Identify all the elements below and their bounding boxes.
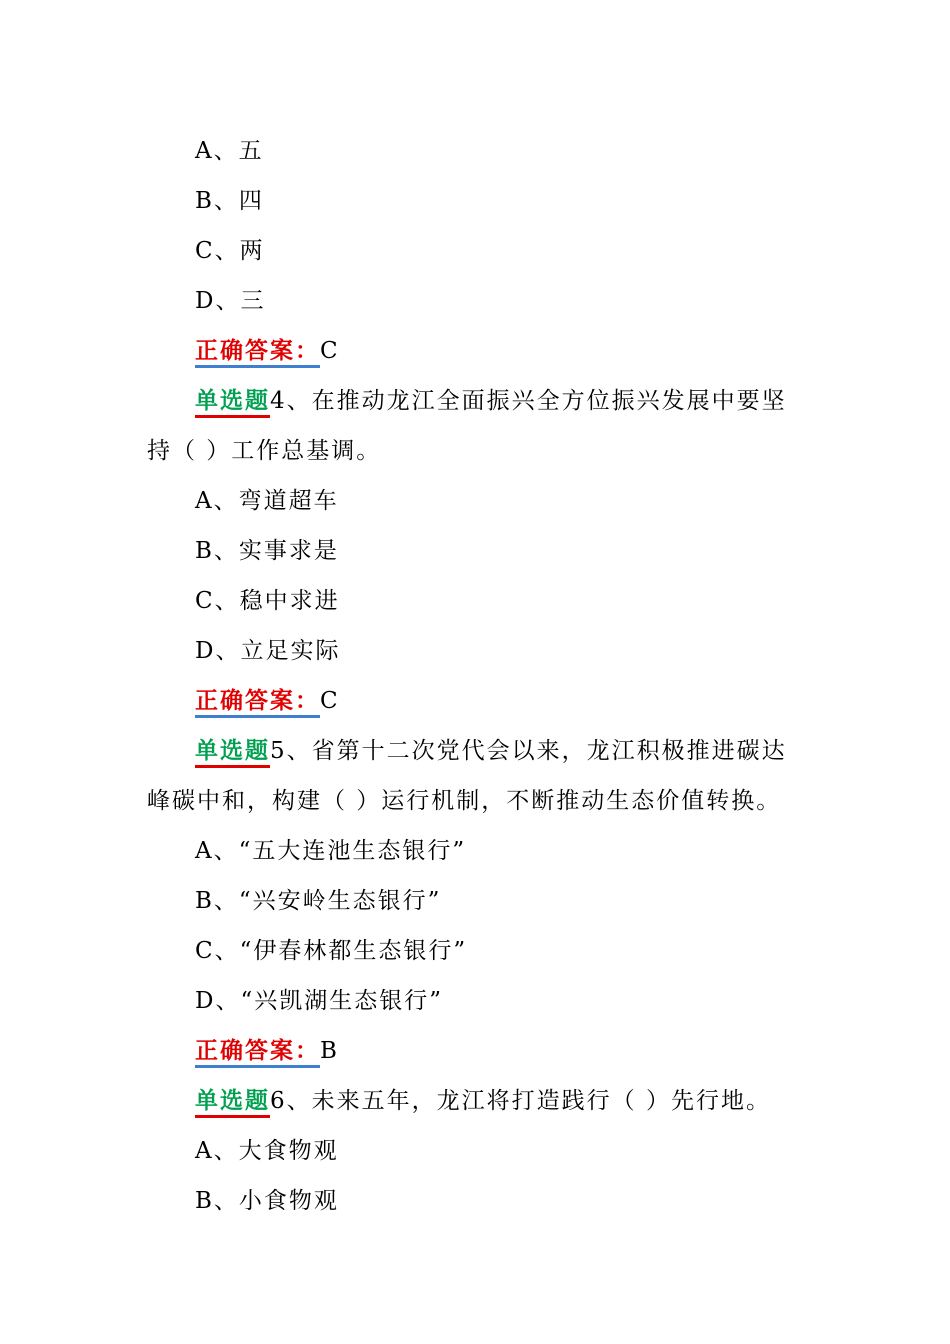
answer-label: 正确答案：	[195, 687, 320, 718]
q6-stem	[195, 1076, 855, 1126]
answer-value: B	[320, 1038, 339, 1064]
question-type-label: 单选题	[195, 737, 270, 768]
q5-option-c: C、“伊春林都生态银行”	[195, 938, 468, 964]
answer-label: 正确答案：	[195, 1037, 320, 1068]
q5-option-b: B、“兴安岭生态银行”	[195, 888, 442, 914]
q5-stem-line2: 峰碳中和，构建（ ）运行机制，不断推动生态价值转换。	[147, 788, 782, 814]
q4-stem-line1: 4、在推动龙江全面振兴全方位振兴发展中要坚	[270, 388, 787, 414]
q4-answer	[195, 676, 855, 726]
q3-option-a: A、五	[195, 138, 264, 164]
q4-option-b: B、实事求是	[195, 538, 339, 564]
question-type-label: 单选题	[195, 387, 270, 418]
q5-stem	[195, 726, 855, 776]
q5-stem-line1: 5、省第十二次党代会以来，龙江积极推进碳达	[270, 738, 787, 764]
q3-option-d: D、三	[195, 288, 266, 314]
q4-stem	[195, 376, 855, 426]
q3-option-c: C、两	[195, 238, 265, 264]
q4-option-a: A、弯道超车	[195, 488, 339, 514]
q4-option-c: C、稳中求进	[195, 588, 340, 614]
q3-answer	[195, 326, 855, 376]
question-type-label: 单选题	[195, 1087, 270, 1118]
q6-option-a: A、大食物观	[195, 1138, 339, 1164]
answer-value: C	[320, 688, 340, 714]
q5-option-a: A、“五大连池生态银行”	[195, 838, 467, 864]
q6-stem-line1: 6、未来五年，龙江将打造践行（ ）先行地。	[270, 1088, 771, 1114]
q5-option-d: D、“兴凯湖生态银行”	[195, 988, 443, 1014]
q4-option-d: D、立足实际	[195, 638, 341, 664]
q5-answer	[195, 1026, 855, 1076]
q6-option-b: B、小食物观	[195, 1188, 339, 1214]
answer-value: C	[320, 338, 340, 364]
q4-stem-line2: 持（ ）工作总基调。	[147, 438, 382, 464]
q3-option-b: B、四	[195, 188, 264, 214]
answer-label: 正确答案：	[195, 337, 320, 368]
